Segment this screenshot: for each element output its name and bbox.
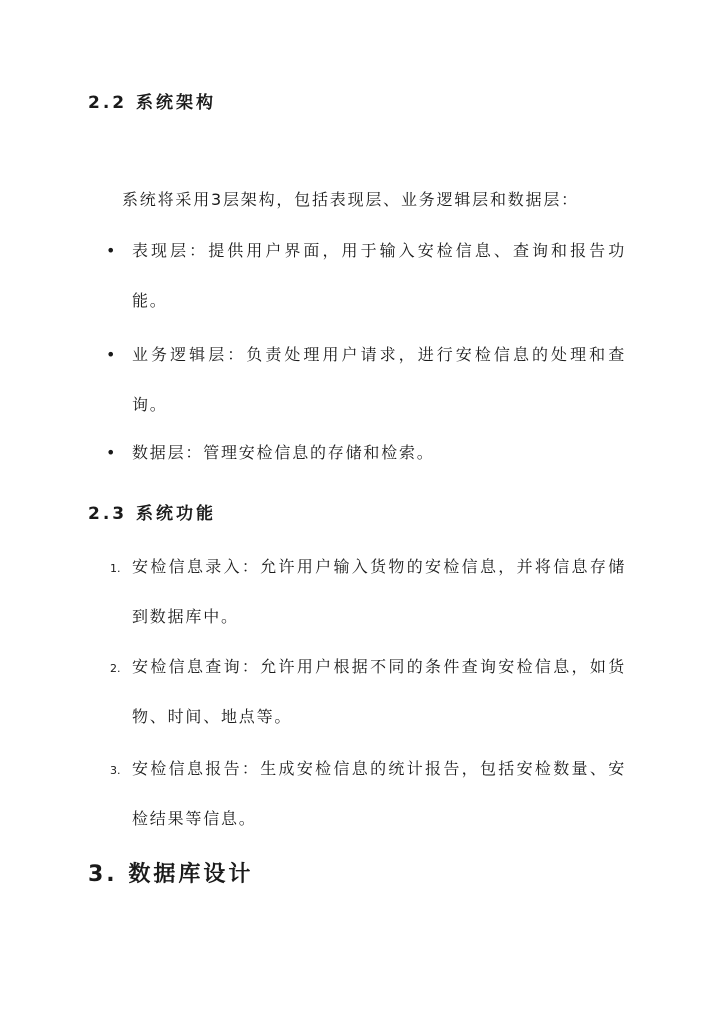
bullet-marker: • (106, 443, 116, 462)
numbered-item-text: 安检信息录入：允许用户输入货物的安检信息，并将信息存储到数据库中。 (132, 557, 626, 626)
section-heading-2-3: 2.3 系统功能 (88, 504, 217, 524)
bullet-text: 业务逻辑层：负责处理用户请求，进行安检信息的处理和查询。 (132, 345, 626, 414)
bullet-text: 数据层：管理安检信息的存储和检索。 (132, 443, 435, 462)
architecture-intro: 系统将采用3层架构，包括表现层、业务逻辑层和数据层： (122, 190, 579, 209)
section-heading-2-2: 2.2 系统架构 (88, 93, 217, 113)
bullet-marker: • (106, 241, 116, 260)
number-marker: 1. (110, 562, 121, 575)
bullet-text: 表现层：提供用户界面，用于输入安检信息、查询和报告功能。 (132, 241, 626, 310)
numbered-item-text: 安检信息查询：允许用户根据不同的条件查询安检信息，如货物、时间、地点等。 (132, 657, 626, 726)
numbered-item-text: 安检信息报告：生成安检信息的统计报告，包括安检数量、安检结果等信息。 (132, 759, 626, 828)
bullet-marker: • (106, 345, 116, 364)
number-marker: 3. (110, 764, 121, 777)
section-heading-3: 3. 数据库设计 (88, 862, 254, 887)
number-marker: 2. (110, 662, 121, 675)
